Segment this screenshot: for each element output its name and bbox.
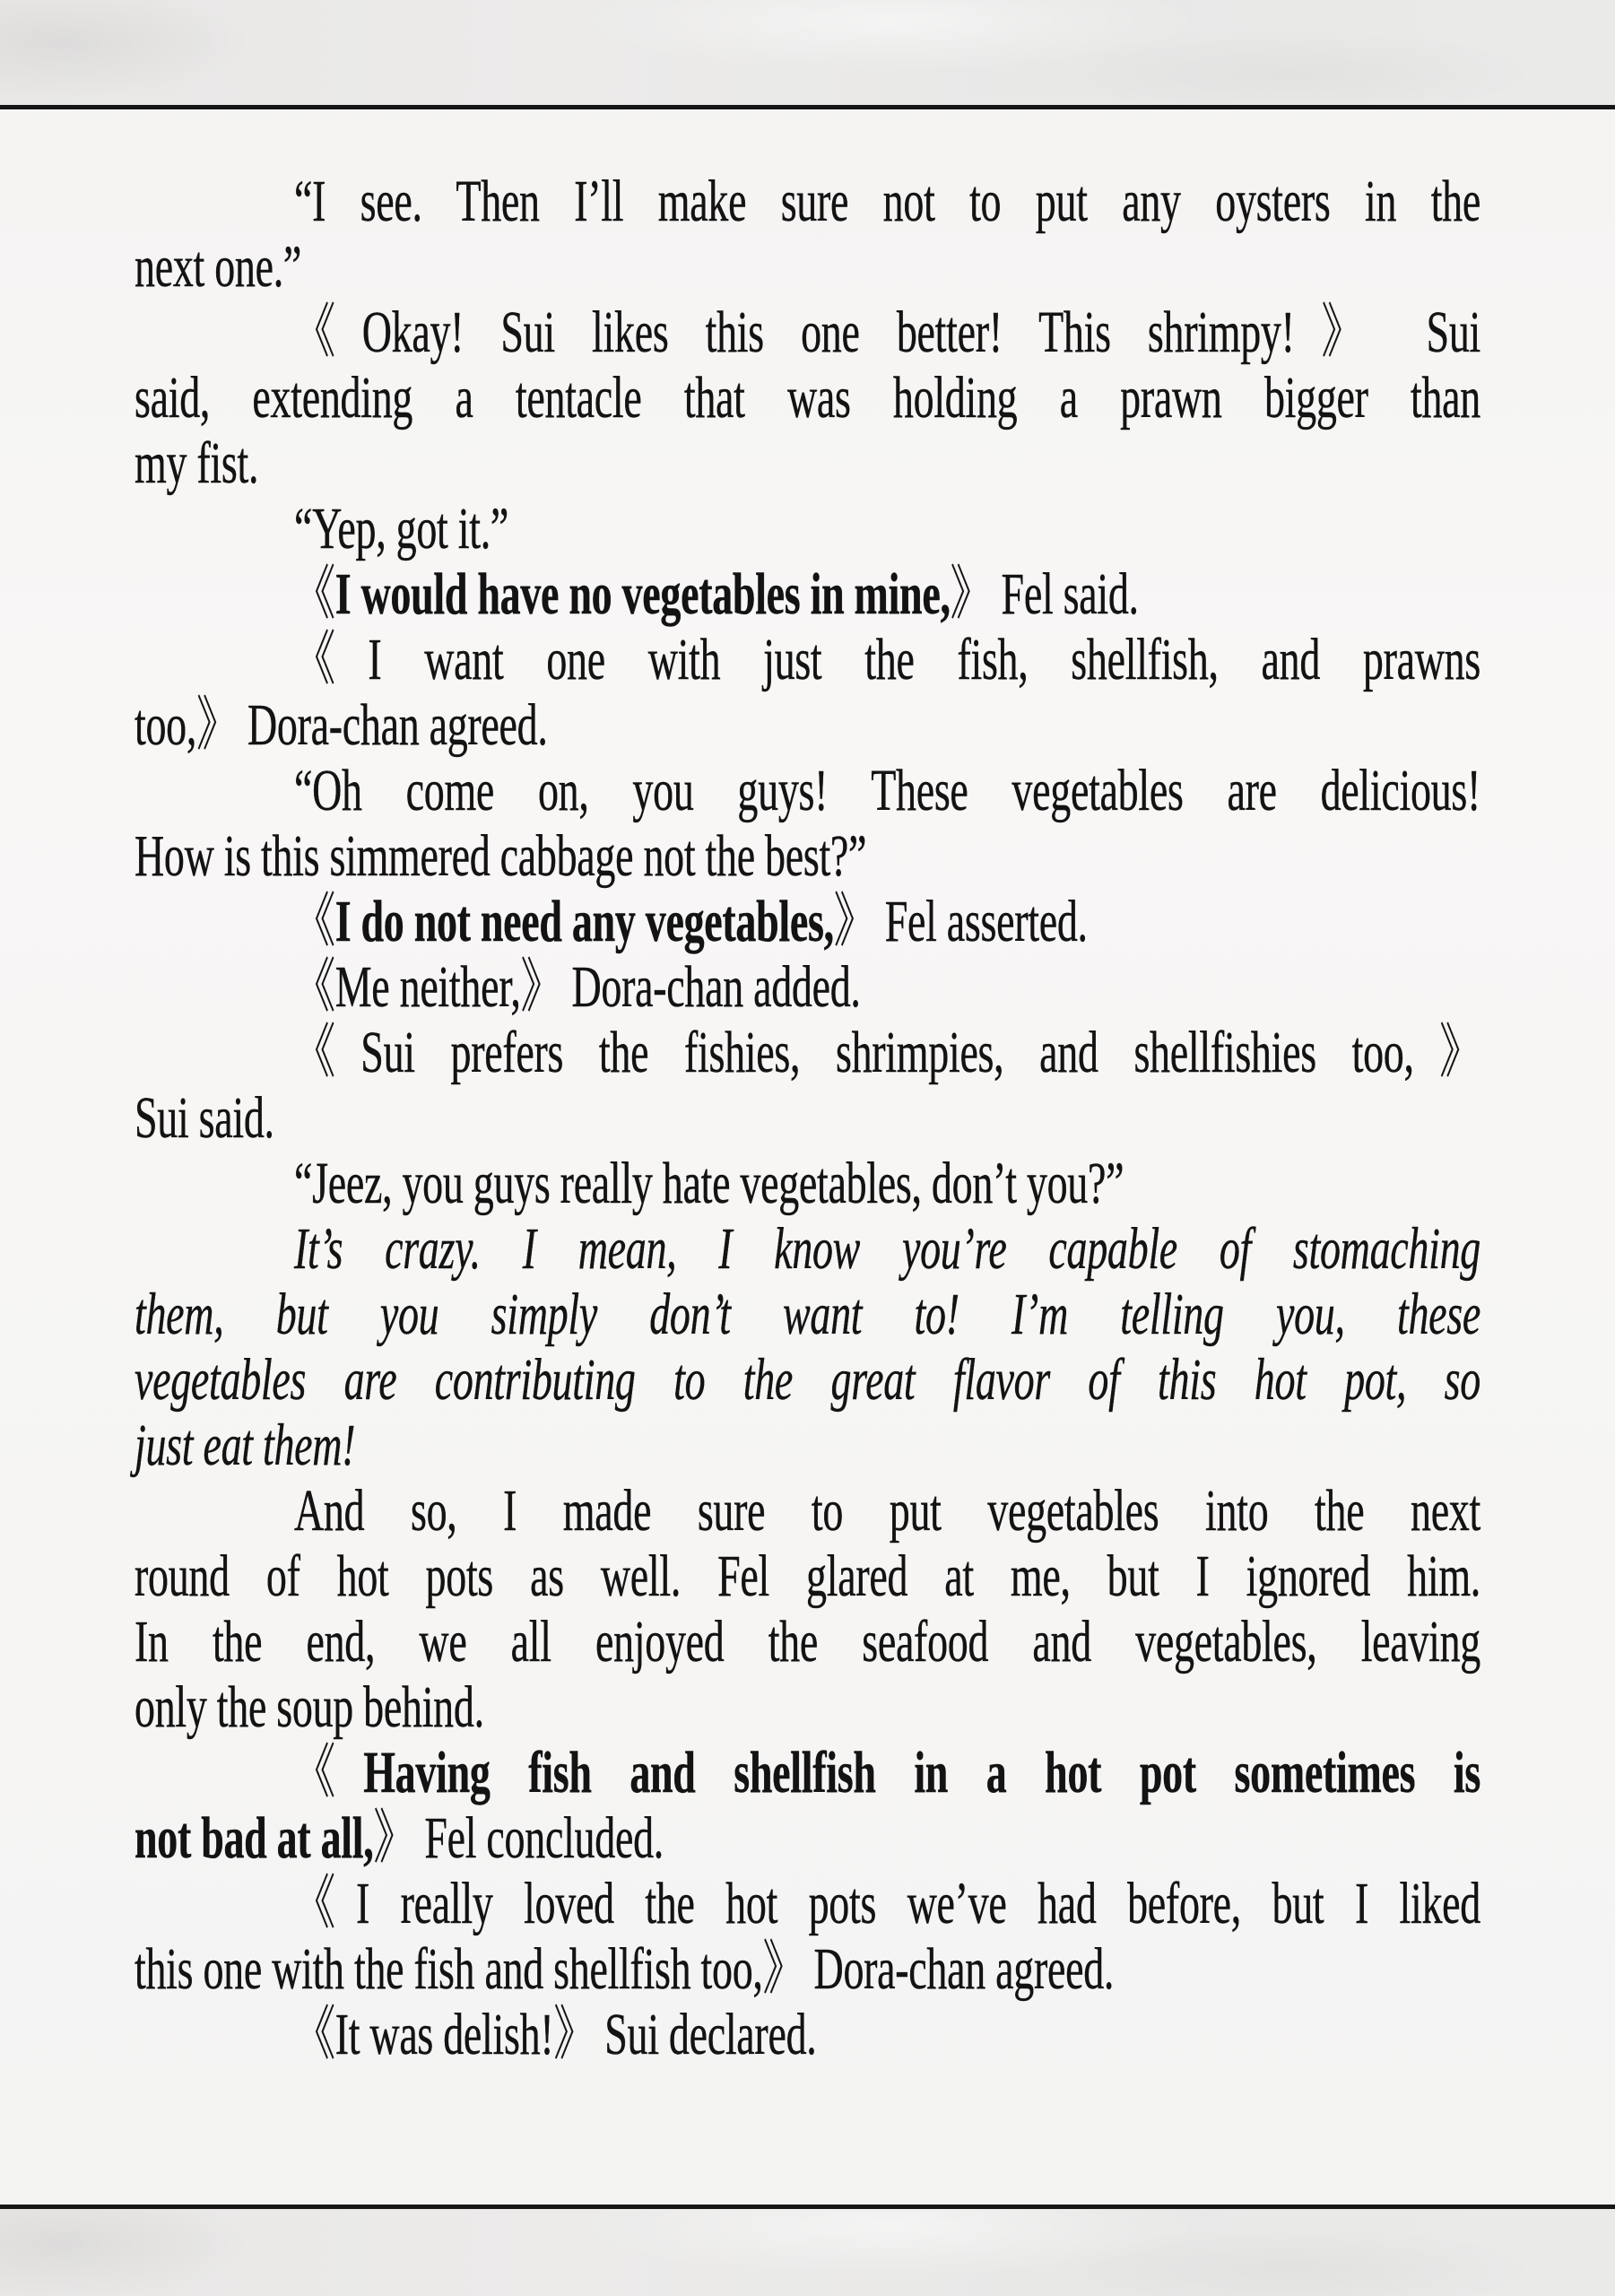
text-run: In the end, we all enjoyed the seafood and vegetables, leaving (135, 1608, 1480, 1674)
text-run: I would have no vegetables in mine, (334, 561, 951, 627)
text-run: 《 (294, 1739, 364, 1805)
text-run: not bad at all, (135, 1805, 374, 1871)
text-run: 》 Fel asserted. (833, 888, 1088, 954)
text-run: “Yep, got it.” (294, 495, 509, 561)
text-run: 《 (294, 561, 335, 627)
paragraph (135, 1021, 1480, 1152)
text-run: “Oh come on, you guys! These vegetables are delicious! (294, 757, 1480, 823)
text-run: only the soup behind. (135, 1674, 484, 1740)
text-run: vegetables are contributing to the great flavor of this hot pot, so (135, 1346, 1480, 1413)
text-run: 《It was delish!》 Sui declared. (294, 2001, 817, 2067)
text-run: 《 (294, 888, 335, 954)
page-top-margin (0, 0, 1615, 105)
text-run: 《Sui prefers the fishies, shrimpies, and shellfishies too,》 (294, 1019, 1480, 1085)
text-run: said, extending a tentacle that was holding a prawn bigger than (135, 364, 1480, 430)
paragraph (135, 759, 1480, 890)
text-run: Having fish and shellfish in a hot pot sometimes is (363, 1739, 1481, 1805)
text-run: How is this simmered cabbage not the best?” (135, 822, 867, 889)
text-run: 》 Fel concluded. (373, 1805, 664, 1871)
text-run: 《I really loved the hot pots we’ve had before, but I liked (294, 1870, 1480, 1936)
text-run: It’s crazy. I mean, I know you’re capable of stomaching (294, 1215, 1480, 1282)
text-line (135, 1987, 1480, 2081)
text-run: “I see. Then I’ll make sure not to put any oysters in the (294, 168, 1480, 234)
text-run: this one with the fish and shellfish too,》 Dora-chan agreed. (135, 1935, 1115, 2002)
text-run: round of hot pots as well. Fel glared at me, but I ignored him. (135, 1543, 1480, 1609)
text-run: And so, I made sure to put vegetables into the next (294, 1477, 1480, 1544)
text-run: 》 Fel said. (950, 561, 1139, 627)
paragraph (135, 1872, 1480, 2003)
paragraph (135, 1217, 1480, 1479)
paragraph (135, 170, 1480, 300)
paragraph (135, 1479, 1480, 1741)
text-run: next one.” (135, 233, 302, 300)
text-run: “Jeez, you guys really hate vegetables, don’t you?” (294, 1150, 1124, 1216)
text-run: just eat them! (135, 1412, 356, 1478)
text-run: I do not need any vegetables, (334, 888, 834, 954)
paragraph (135, 300, 1480, 497)
paragraph (135, 2003, 1480, 2068)
text-run: 《Okay! Sui likes this one better! This shrimpy!》 Sui (294, 299, 1480, 365)
text-run: too,》 Dora-chan agreed. (135, 691, 548, 758)
text-content (135, 110, 1480, 2068)
top-border-line (0, 105, 1615, 109)
text-run: 《Me neither,》 Dora-chan added. (294, 953, 861, 1020)
paragraph (135, 1741, 1480, 1872)
text-run: them, but you simply don’t want to! I’m telling you, these (135, 1281, 1480, 1347)
paragraph (135, 628, 1480, 759)
text-run: my fist. (135, 430, 259, 496)
text-run: 《I want one with just the fish, shellfish, and prawns (294, 626, 1480, 692)
page-bottom-margin (0, 2209, 1615, 2296)
text-run: Sui said. (135, 1084, 274, 1151)
